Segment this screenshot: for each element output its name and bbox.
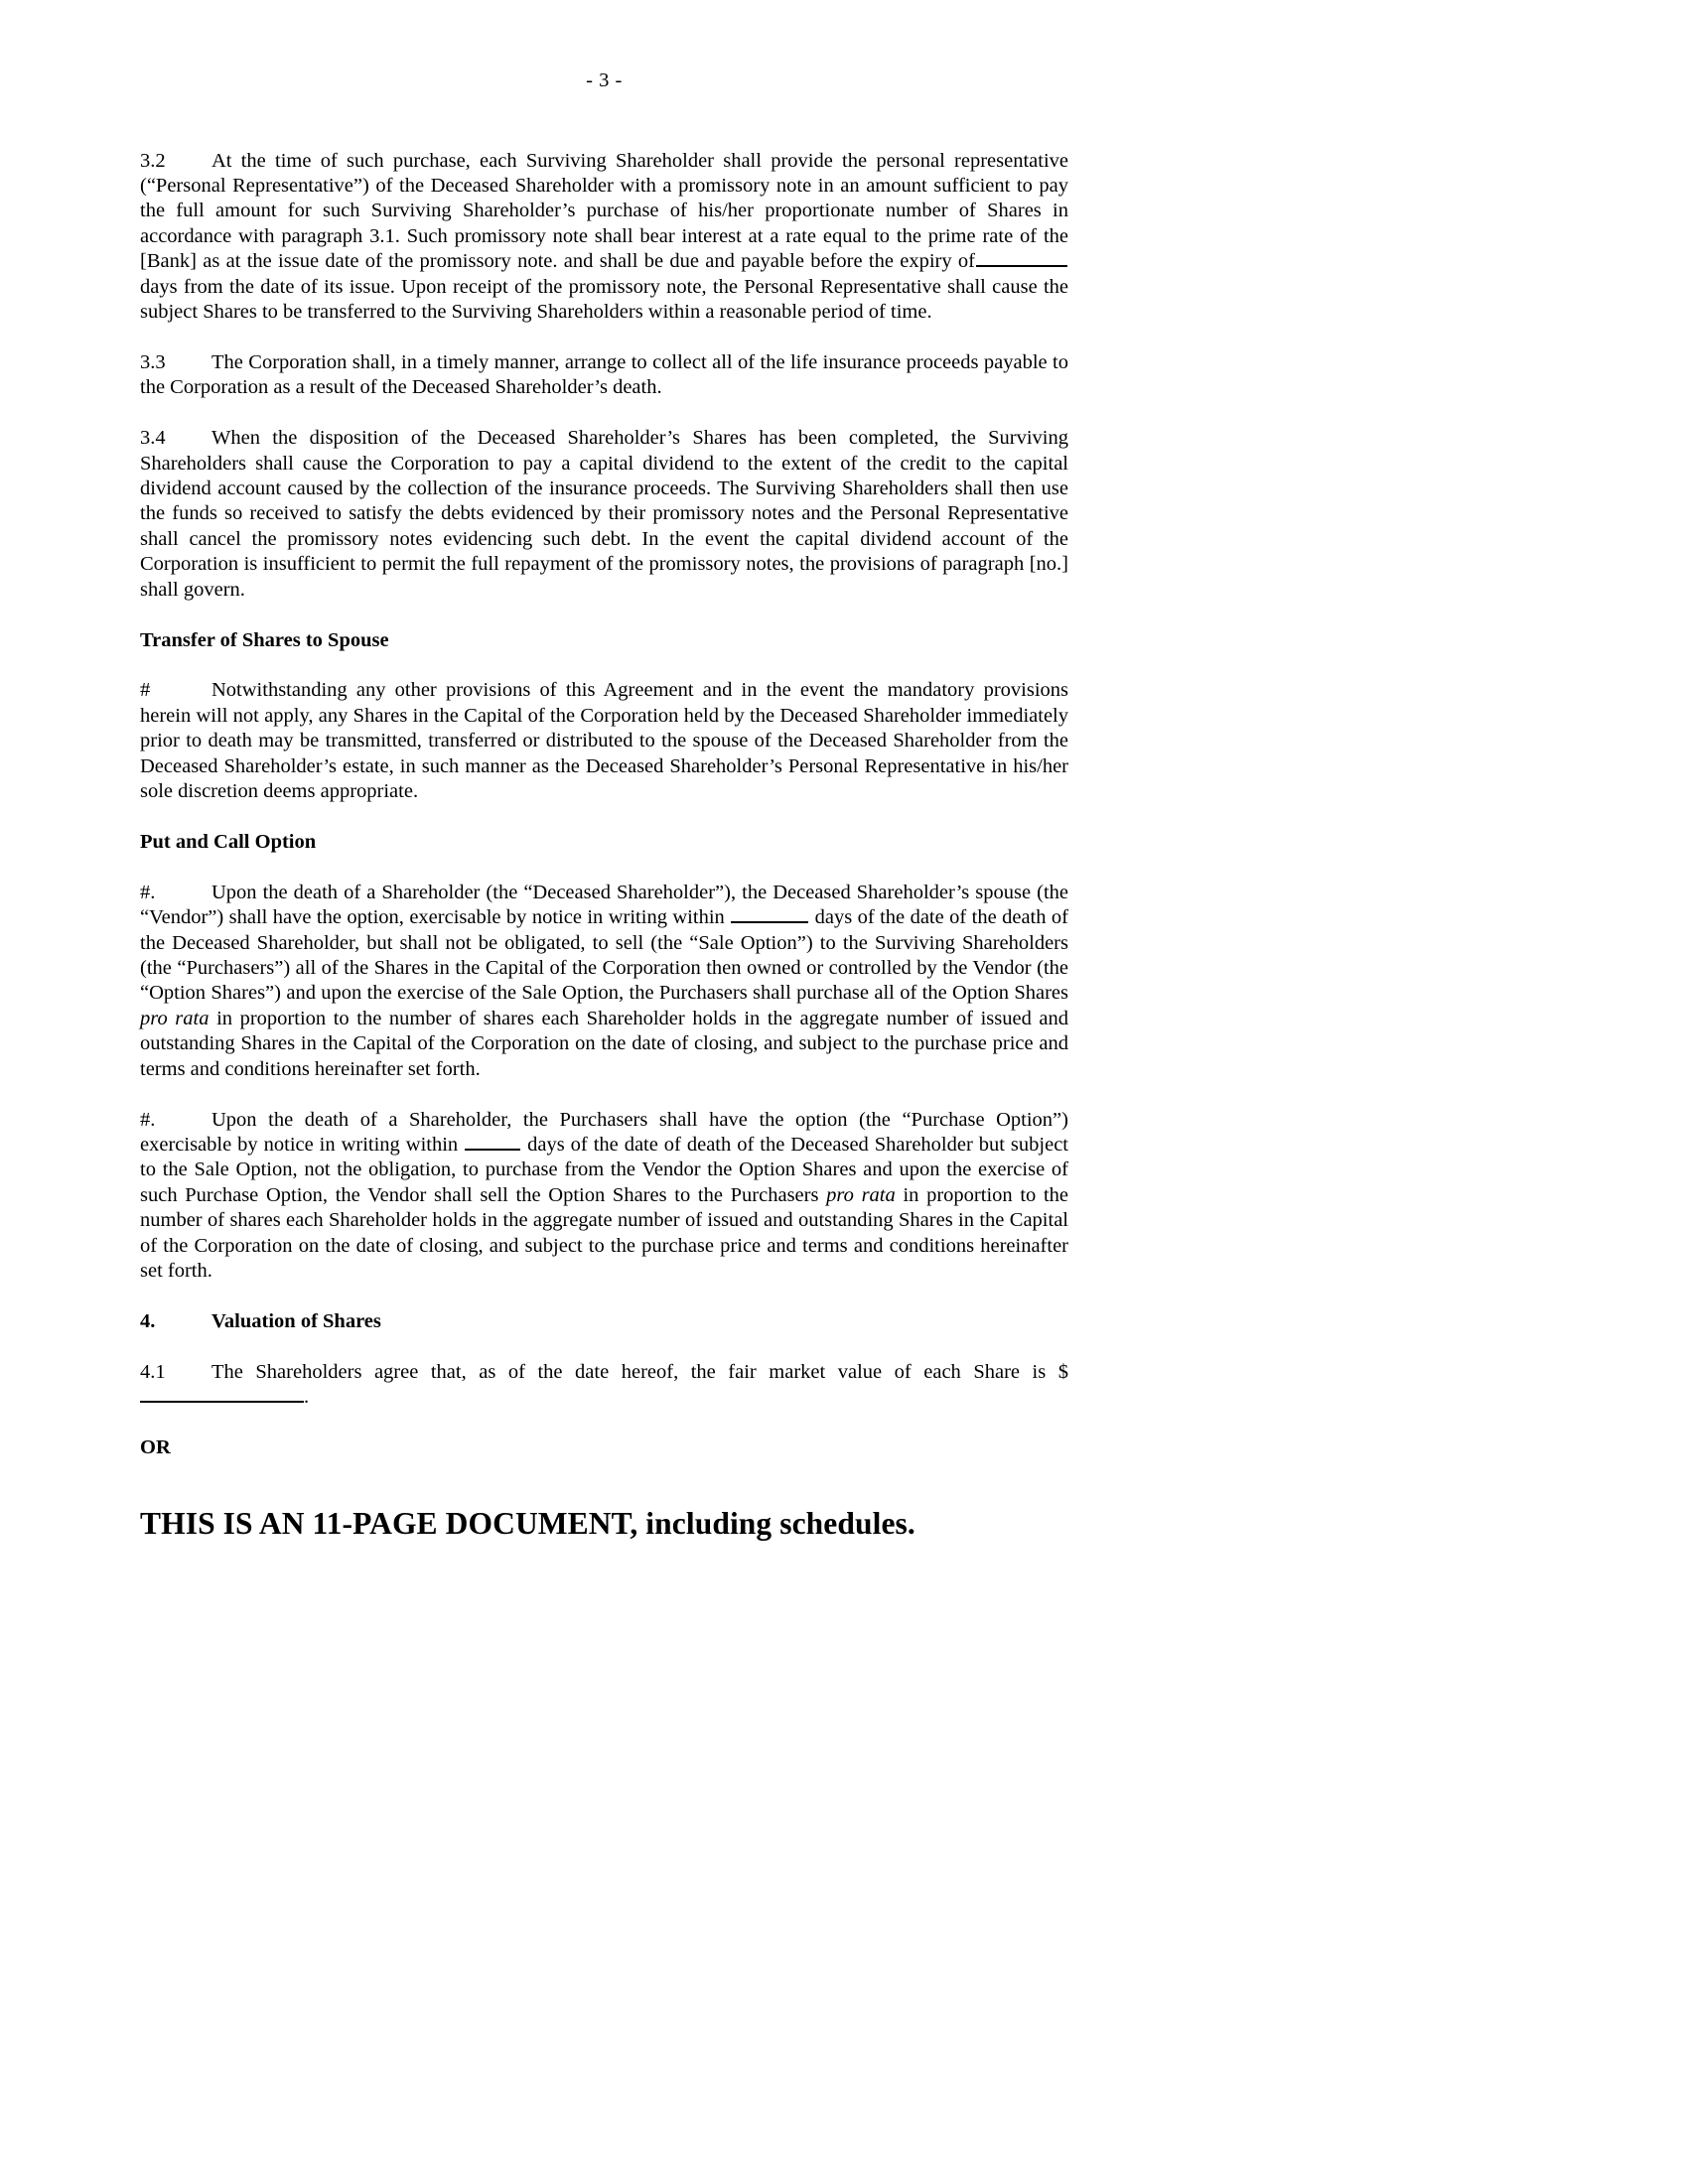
section-title-4: Valuation of Shares: [211, 1309, 381, 1332]
document-length-statement: THIS IS AN 11-PAGE DOCUMENT, including schedules.: [140, 1505, 915, 1541]
paragraph-3-4: [140, 426, 1068, 603]
paragraph-3-2-text-part-1: At the time of such purchase, each Surviving Shareholder shall provide the personal representative (“Personal Representative”) of the Deceased Shareholder with a promissory note in an amount sufficient to pay the full amount for such Surviving Shareholder’s purchase of his/her proportionate number of Shares in accordance with paragraph 3.1. Such promissory note shall bear interest at a rate equal to the prime rate of the [Bank] as at the issue date of the promissory note. and shall be due and payable before the expiry of: [140, 149, 1068, 273]
paragraph-purchase-option-text-part-1: Upon the death of a Shareholder, the Purchasers shall have the option (the “Purchase Option”) exercisable by notice in writing within: [140, 1108, 1068, 1156]
paragraph-number-3-3: 3.3: [140, 350, 166, 373]
heading-put-and-call-option: Put and Call Option: [140, 830, 317, 853]
paragraph-purchase-option-pro-rata: pro rata: [826, 1183, 896, 1206]
fill-in-blank-days-3-2[interactable]: [976, 251, 1067, 267]
page-number: - 3 -: [586, 69, 623, 91]
alternative-clause-or-label: OR: [140, 1436, 171, 1459]
paragraph-number-hash-spouse: #: [140, 679, 151, 702]
paragraph-purchase-option: [140, 1108, 1068, 1285]
page-content-column: [140, 0, 1068, 1543]
section-number-4: 4.: [140, 1309, 156, 1332]
paragraph-3-2-text-part-2: days from the date of its issue. Upon receipt of the promissory note, the Personal Representative shall cause the subject Shares to be transferred to the Surviving Shareholders within a reasonable period of time.: [140, 275, 1068, 323]
paragraph-number-hash-purchase: #.: [140, 1108, 156, 1131]
fill-in-blank-days-purchase-option[interactable]: [465, 1135, 520, 1151]
paragraph-number-hash-sale: #.: [140, 881, 156, 903]
fill-in-blank-share-value[interactable]: [140, 1387, 304, 1403]
paragraph-number-3-2: 3.2: [140, 149, 166, 172]
paragraph-sale-option-text-part-3: in proportion to the number of shares each Shareholder holds in the aggregate number of issued and outstanding Shares in the Capital of the Corporation on the date of closing, and subject to the purchase price and terms and conditions hereinafter set forth.: [140, 1007, 1069, 1080]
paragraph-3-3: [140, 350, 1068, 401]
paragraph-spouse-transfer-text: Notwithstanding any other provisions of this Agreement and in the event the mandatory provisions herein will not apply, any Shares in the Capital of the Corporation held by the Deceased Shareholder immediately prior to death may be transmitted, transferred or distributed to the spouse of the Deceased Shareholder from the Deceased Shareholder’s estate, in such manner as the Deceased Shareholder’s Personal Representative in his/her sole discretion deems appropriate.: [140, 679, 1068, 803]
paragraph-3-4-text: When the disposition of the Deceased Shareholder’s Shares has been completed, the Surviving Shareholders shall cause the Corporation to pay a capital dividend to the extent of the credit to the capital dividend account caused by the collection of the insurance proceeds. The Surviving Shareholders shall then use the funds so received to satisfy the debts evidenced by their promissory notes and the Personal Representative shall cancel the promissory notes evidencing such debt. In the event the capital dividend account of the Corporation is insufficient to permit the full repayment of the promissory notes, the provisions of paragraph [no.] shall govern.: [140, 427, 1068, 601]
fill-in-blank-days-sale-option[interactable]: [731, 907, 808, 923]
document-body: [140, 91, 1068, 1543]
paragraph-number-3-4: 3.4: [140, 427, 166, 450]
paragraph-3-2: [140, 149, 1068, 326]
paragraph-spouse-transfer: [140, 678, 1068, 804]
paragraph-number-4-1: 4.1: [140, 1360, 166, 1383]
paragraph-sale-option-pro-rata: pro rata: [140, 1007, 210, 1029]
paragraph-sale-option: [140, 881, 1068, 1082]
paragraph-4-1-text-part-1: The Shareholders agree that, as of the date hereof, the fair market value of each Share is $: [211, 1360, 1068, 1383]
paragraph-sale-option-text-part-1: Upon the death of a Shareholder (the “Deceased Shareholder”), the Deceased Shareholder’s spouse (the “Vendor”) shall have the option, exercisable by notice in writing within: [140, 881, 1068, 929]
paragraph-4-1: [140, 1360, 1068, 1411]
heading-transfer-of-shares-to-spouse: Transfer of Shares to Spouse: [140, 628, 389, 651]
paragraph-purchase-option-text-part-2: days of the date of death of the Deceased Shareholder but subject to the Sale Option, not the obligation, to purchase from the Vendor the Option Shares and upon the exercise of such Purchase Option, the Vendor shall sell the Option Shares to the Purchasers: [140, 1134, 1068, 1206]
paragraph-3-3-text: The Corporation shall, in a timely manner, arrange to collect all of the life insurance proceeds payable to the Corporation as a result of the Deceased Shareholder’s death.: [140, 350, 1068, 399]
paragraph-4-1-text-part-2: .: [304, 1386, 310, 1409]
paragraph-sale-option-text-part-2: days of the date of the death of the Deceased Shareholder, but shall not be obligated, to sell (the “Sale Option”) to the Surviving Shareholders (the “Purchasers”) all of the Shares in the Capital of the Corporation then owned or controlled by the Vendor (the “Option Shares”) and upon the exercise of the Sale Option, the Purchasers shall purchase all of the Option Shares: [140, 906, 1068, 1005]
heading-section-4-valuation-of-shares: [140, 1309, 1068, 1334]
paragraph-purchase-option-text-part-3: in proportion to the number of shares each Shareholder holds in the aggregate number of issued and outstanding Shares in the Capital of the Corporation on the date of closing, and subject to the purchase price and terms and conditions hereinafter set forth.: [140, 1183, 1069, 1283]
